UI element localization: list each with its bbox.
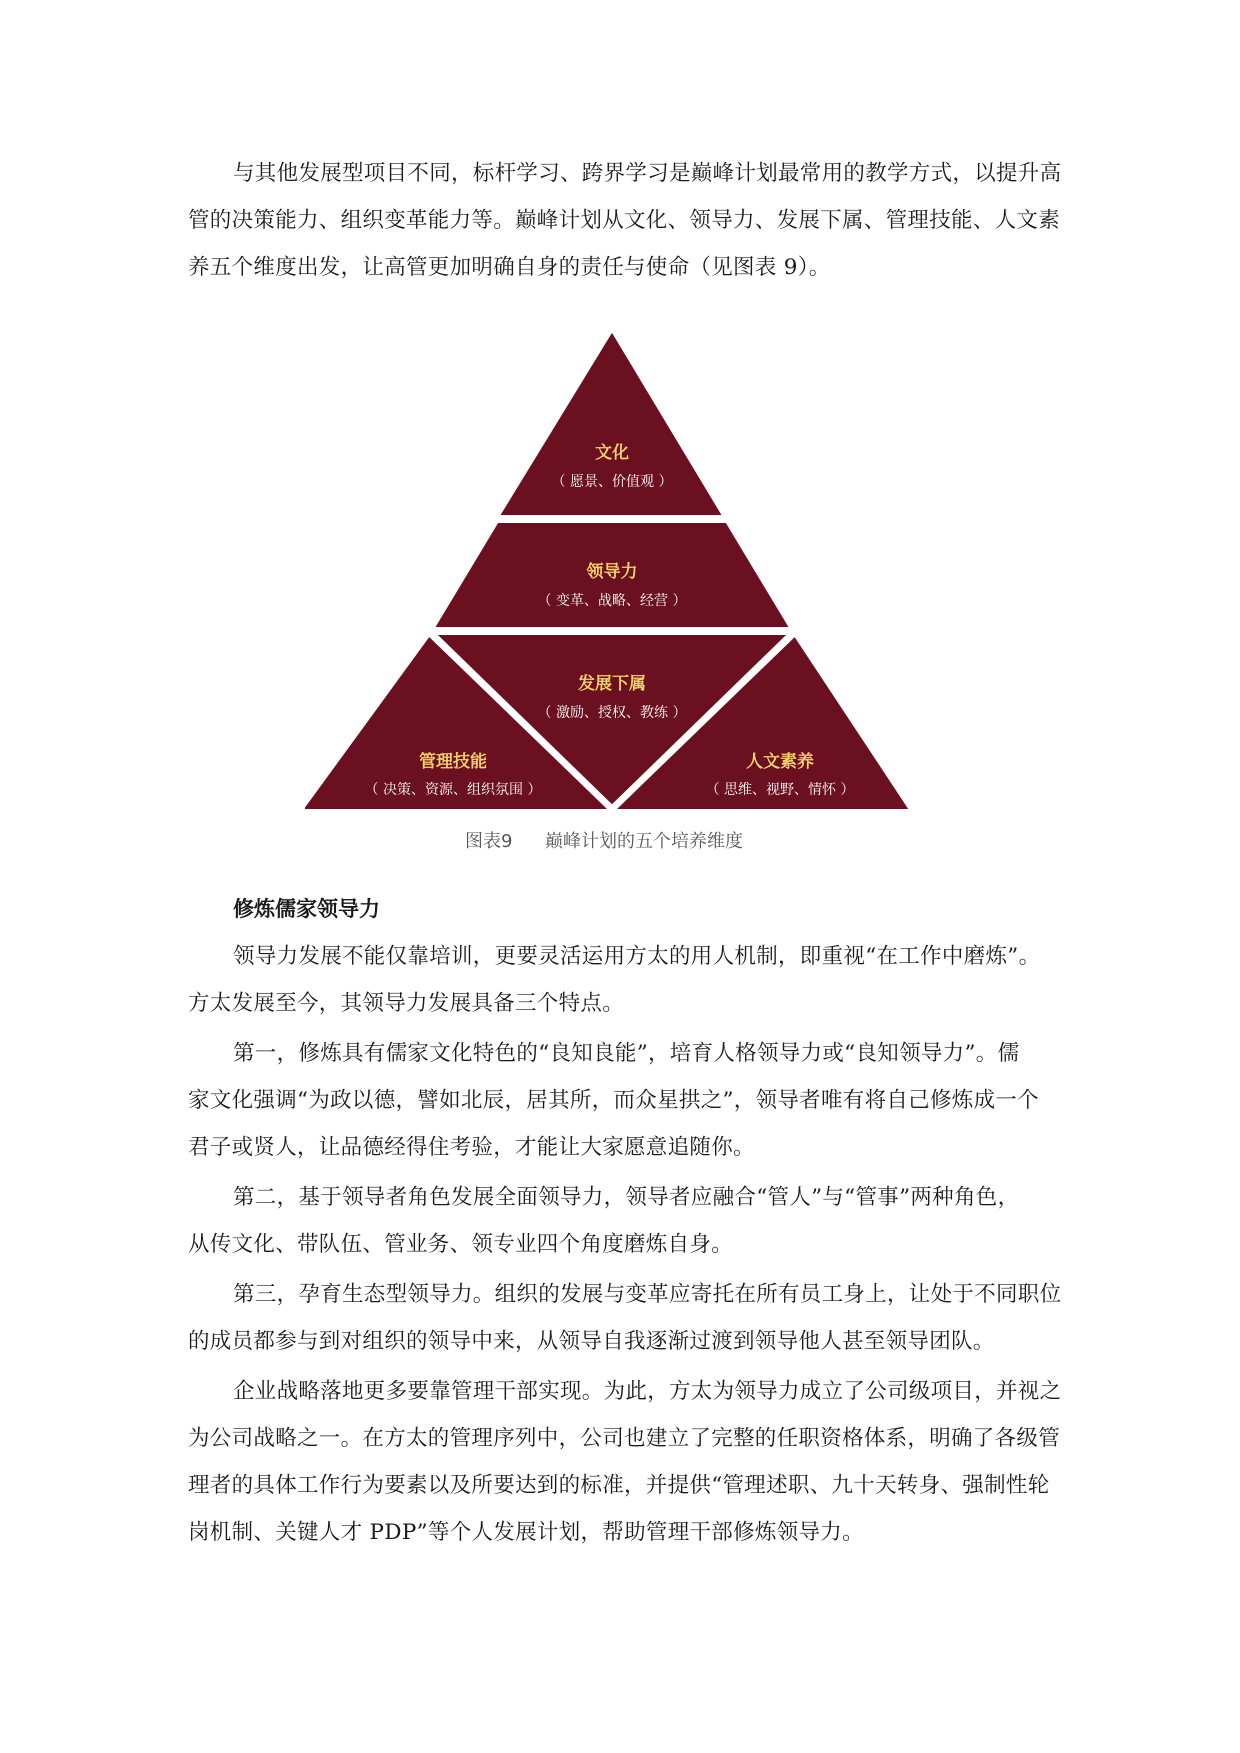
paragraph-3	[188, 1030, 1058, 1171]
paragraph-3-line-1: 第一，修炼具有儒家文化特色的“良知良能”，培育人格领导力或“良知领导力”。儒	[233, 1041, 1020, 1066]
tier-culture-subtitle: （ 愿景、价值观 ）	[551, 474, 673, 490]
figure-caption-label: 图表9	[465, 831, 513, 852]
paragraph-3-line-3: 君子或贤人，让品德经得住考验，才能让大家愿意追随你。	[188, 1135, 755, 1160]
pyramid-diagram	[305, 315, 930, 870]
paragraph-4-line-1: 第二，基于领导者角色发展全面领导力，领导者应融合“管人”与“管事”两种角色，	[233, 1185, 1020, 1210]
intro-line-3: 养五个维度出发，让高管更加明确自身的责任与使命（见图表 9）。	[188, 255, 831, 280]
tier-management-title: 管理技能	[419, 752, 487, 772]
paragraph-4	[188, 1174, 1058, 1268]
tier-leadership-subtitle: （ 变革、战略、经营 ）	[537, 593, 687, 609]
paragraph-5-line-1: 第三，孕育生态型领导力。组织的发展与变革应寄托在所有员工身上，让处于不同职位	[233, 1282, 1062, 1307]
paragraph-2-line-2: 方太发展至今，其领导力发展具备三个特点。	[188, 991, 625, 1016]
paragraph-6-line-2: 为公司战略之一。在方太的管理序列中，公司也建立了完整的任职资格体系，明确了各级管	[188, 1426, 1061, 1451]
tier-culture-title: 文化	[595, 443, 629, 463]
paragraph-6-line-3: 理者的具体工作行为要素以及所要达到的标准，并提供“管理述职、九十天转身、强制性轮	[188, 1473, 1050, 1498]
tier-management-subtitle: （ 决策、资源、组织氛围 ）	[364, 782, 542, 798]
intro-paragraph	[188, 150, 1062, 291]
intro-line-1: 与其他发展型项目不同，标杆学习、跨界学习是巅峰计划最常用的教学方式，以提升高	[233, 161, 1062, 186]
tier-develop-title: 发展下属	[578, 674, 646, 694]
section-heading: 修炼儒家领导力	[233, 897, 380, 921]
paragraph-6-line-1: 企业战略落地更多要靠管理干部实现。为此，方太为领导力成立了公司级项目，并视之	[233, 1379, 1062, 1404]
tier-leadership-title: 领导力	[586, 562, 638, 582]
tier-humanity-subtitle: （ 思维、视野、情怀 ）	[705, 782, 855, 798]
paragraph-4-line-2: 从传文化、带队伍、管业务、领专业四个角度磨炼自身。	[188, 1232, 734, 1257]
paragraph-6-line-4: 岗机制、关键人才 PDP”等个人发展计划，帮助管理干部修炼领导力。	[188, 1520, 864, 1545]
tier-develop-subtitle: （ 激励、授权、教练 ）	[537, 705, 687, 721]
figure-caption-text: 巅峰计划的五个培养维度	[545, 831, 743, 852]
paragraph-5	[188, 1271, 1062, 1365]
paragraph-6	[188, 1368, 1062, 1556]
paragraph-2	[188, 933, 1058, 1027]
paragraph-5-line-2: 的成员都参与到对组织的领导中来，从领导自我逐渐过渡到领导他人甚至领导团队。	[188, 1329, 995, 1354]
intro-line-2: 管的决策能力、组织变革能力等。巅峰计划从文化、领导力、发展下属、管理技能、人文素	[188, 208, 1061, 233]
pyramid-figure	[305, 315, 930, 870]
paragraph-3-line-2: 家文化强调“为政以德，譬如北辰，居其所，而众星拱之”，领导者唯有将自己修炼成一个	[188, 1088, 1039, 1113]
tier-humanity-title: 人文素养	[746, 752, 814, 772]
paragraph-2-line-1: 领导力发展不能仅靠培训，更要灵活运用方太的用人机制，即重视“在工作中磨炼”。	[233, 944, 1041, 969]
